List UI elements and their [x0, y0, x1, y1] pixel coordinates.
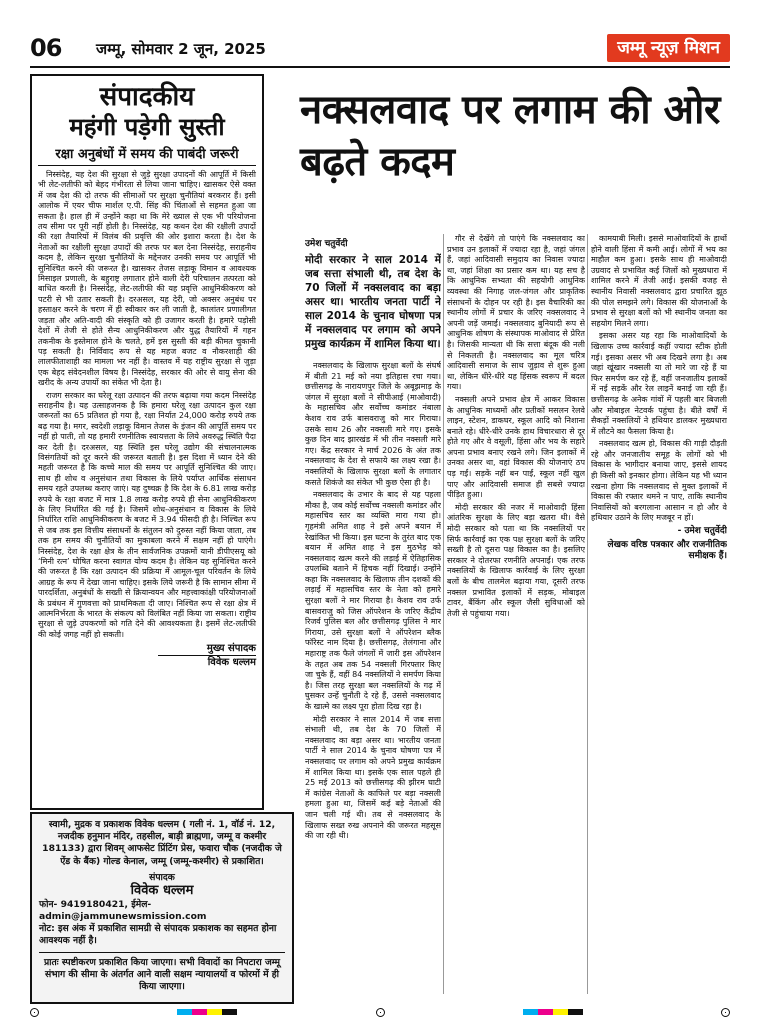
editorial-title: महंगी पड़ेगी सुस्ती	[69, 113, 225, 141]
imprint-divider	[39, 952, 285, 953]
article-column-3	[591, 234, 727, 998]
article-column-2	[447, 234, 585, 998]
article-paragraph: गौर से देखेंगे तो पाएंगे कि नक्सलवाद का प्रभाव उन इलाकों में ज्यादा रहा है, जहां जंगल हैं, जहां आदिवासी समुदाय का निवास ज्यादा था, जहां शिक्षा का प्रसार कम था। यह सच है कि आधुनिक सभ्यता की सहयोगी आधुनिक व्यवस्था की निगाह जल-जंगल और प्राकृतिक संसाधनों के दोहन पर रही है। इस वैचारिकी का स्थानीय लोगों में प्रचार के जरिए नक्सलवाद ने अपनी जड़ें जमाईं। नक्सलवाद बुनियादी रूप से आधुनिक शोषण के संस्थापक माओवाद से प्रेरित है। जिसकी मान्यता थी कि सत्ता बंदूक की नली से निकलती है। नक्सलवाद का मूल चरित्र आदिवासी समाज के साथ जुड़ाव से शुरू हुआ था, लेकिन धीरे-धीरे यह हिंसक स्वरूप में बदल गया।	[447, 234, 585, 392]
date-line: जम्मू, सोमवार 2 जून, 2025	[96, 40, 266, 58]
header-rule	[30, 66, 730, 68]
column-divider	[443, 234, 444, 994]
article-lead: मोदी सरकार ने साल 2014 में जब सत्ता संभाली थी, तब देश के 70 जिलों में नक्सलवाद का बड़ा असर था। भारतीय जनता पार्टी ने साल 2014 के चुनाव घोषणा पत्र में नक्सलवाद पर लगाम को अपने प्रमुख कार्यक्रम में शामिल किया था।	[305, 254, 441, 350]
article-paragraph: मोदी सरकार ने साल 2014 में जब सत्ता संभाली थी, तब देश के 70 जिलों में नक्सलवाद का बड़ा असर था। भारतीय जनता पार्टी ने साल 2014 के चुनाव घोषणा पत्र में नक्सलवाद पर लगाम को अपने प्रमुख कार्यक्रम में शामिल किया था। इसके एक साल पहले ही 25 मई 2013 को छत्तीसगढ़ की झीरम घाटी में कांग्रेस नेताओं के काफिले पर बड़ा नक्सली हमला हुआ था, जिसमें कई बड़े नेताओं की जान चली गई थी। तब से नक्सलवाद के खिलाफ सख्त रुख अपनाने की जरूरत महसूस की जा रही थी।	[305, 714, 441, 841]
article-paragraph: मोदी सरकार की नजर में माओवादी हिंसा आंतरिक सुरक्षा के लिए बड़ा खतरा थी। वैसे मोदी सरकार को पता था कि नक्सलियों पर सिर्फ कार्रवाई का एक पक्ष सुरक्षा बलों के जरिए सख्ती है तो दूसरा पक्ष विकास का है। इसलिए सरकार ने दोतरफा रणनीति अपनाई। एक तरफ नक्सलियों के खिलाफ कार्रवाई के लिए सुरक्षा बलों के बीच तालमेल बढ़ाया गया, दूसरी तरफ नक्सल प्रभावित इलाकों में सड़क, मोबाइल टावर, बैंकिंग और स्कूल जैसी सुविधाओं को तेजी से पहुंचाया गया।	[447, 502, 585, 618]
editorial-paragraph: निस्संदेह, यह देश की सुरक्षा से जुड़े सुरक्षा उपादनों की आपूर्ति में किसी भी लेट-लतीफी को बेहद गंभीरता से लिया जाना चाहिए। खासकर ऐसे वक्त में जब देश की दो तरफ की सीमाओं पर सुरक्षा चुनौतियां बरकरार हैं। इसी आलोक में एयर चीफ मार्शल ए.पी. सिंह की चिंताओं से सहमत हुआ जा सकता है। हाल ही में उन्होंने कहा था कि मेरे ख्याल से एक भी परियोजना तय सीमा पर पूरी नहीं होती है। निस्संदेह, यह कथन देश की रक्षीली उपादों की रक्षा तैयारियों में विलंब की प्रवृत्ति की ओर इशारा करता है। देश के नेताओं का रक्षीली सुरक्षा उपादों की तरफ पर बल देना निस्संदेह, सराहनीय कदम है, लेकिन सुरक्षा चुनौतियों के मद्देनजर उनकी समय पर आपूर्ति भी सुनिश्चित करने की जरूरत है। खासकर तेजस लड़ाकू विमान व आवश्यक मिसाइल प्रणाली, के बहुराष्ट्र लगातार होने वाली देरी परिचालन तत्परता को बाधित करती है। निस्संदेह, लेट-लतीफी की यह प्रवृत्ति आधुनिकीकरण को पटरी से भी उतार सकती है। दरअसल, यह देरी, जो अक्सर अनुबंध पर हस्ताक्षर करने के चरण में ही स्वीकार कर ली जाती है, कालांतर प्रणालीगत जड़ता और अति-वादी की संस्कृति को ही उजागर करती है। हमारे पड़ोसी देशों में तेजी से होते सैन्य आधुनिकीकरण और युद्ध तैयारियों में गहन तकनीक के इस्तेमाल होने के चलते, हमें इस सुस्ती की बड़ी कीमत चुकानी पड़ सकती है। निर्विवाद रूप से यह महज बजट व नौकरशाही की लालफीताशाही का मामला भर नहीं है। वास्तव में यह राष्ट्रीय सुरक्षा से जुड़ा एक बेहद संवेदनशील विषय है। निस्संदेह, सरकार की ओर से वायु सेना की खरीद के अन्य उपायों का संकेत भी देता है।	[38, 170, 256, 388]
editorial-box	[30, 74, 264, 810]
color-swatch	[523, 1009, 583, 1015]
registration-mark-icon	[721, 1008, 730, 1017]
column-divider	[587, 234, 588, 994]
editorial-paragraph: राजग सरकार का घरेलू रक्षा उत्पादन की तरफ बढ़ाया गया कदम निस्संदेह सराहनीय है। यह उत्साहजनक है कि हमारा घरेलू रक्षा उत्पादन कुल रक्षा जरूरतों का 65 प्रतिशत हो गया है, रक्षा निर्यात 24,000 करोड़ रुपये तक बढ़ गया है। मगर, स्वदेशी लड़ाकू विमान तेजस के इंजन की आपूर्ति समय पर नहीं हो पाती, तो यह हमारी रणनीतिक स्वायत्तता के लिये अवरुद्ध स्थिति पैदा कर देती है। दरअसल, यह स्थिति इस घरेलू उद्योग की संचालनात्मक विसंगतियों को दूर करने की जरूरत बताती है। इस दिशा में ध्यान देने की महती जरूरत है कि कच्चे माल की समय पर आपूर्ति सुनिश्चित की जाए। साथ ही शोध व अनुसंधान तथा विकास के लिये पर्याप्त आर्थिक संसाधन समय रहते उपलब्ध कराए जाएं। यह दुष्चक्र है कि देश के 6.81 लाख करोड़ रुपये के रक्षा बजट में मात्र 1.8 लाख करोड़ रुपये ही सेना आधुनिकीकरण के लिए निर्धारित की गई है। जिसमें शोध-अनुसंधान व विकास के लिये निर्धारित राशि आधुनिकीकरण के बजट में 3.94 फीसदी ही है। निश्चित रूप से जब तक इस वित्तीय संसाधनों के संतुलन को दुरुस्त नहीं किया जाता, तब तक हम समय की चुनौतियों का मुकाबला करने में सक्षम नहीं हो पाएंगे। निस्संदेह, देश के रक्षा क्षेत्र के तीन सार्वजनिक उपक्रमों यानी डीपीएसयू को ‘मिनी रत्न’ घोषित करना स्वागत योग्य कदम है। लेकिन यह सुनिश्चित करने की जरूरत है कि रक्षा उत्पादन की प्रक्रिया में आमूल-चूल परिवर्तन के लिये आग्रह के रूप में देखा जाना चाहिए। इसके लिये जरूरी है कि सामान सीमा में पारदर्शिता, अनुबंधों के सख्ती से क्रियान्वयन और महत्त्वाकांक्षी परियोजनाओं के प्रबंधन में गुणवत्ता को प्राथमिकता दी जाए। निश्चित रूप से रक्षा क्षेत्र में आत्मनिर्भरता के भारत के संकल्प को विलंबित नहीं किया जा सकता। राष्ट्रीय सुरक्षा से जुड़े उपकरणों को गति देने की आवश्यकता है। इसमें लेट-लतीफी की कोई जगह नहीं हो सकती।	[38, 390, 257, 639]
page-number: 06	[30, 34, 62, 62]
registration-mark-icon	[376, 1008, 385, 1017]
editorial-body	[38, 170, 256, 640]
editorial-sign-role: मुख्य संपादक	[206, 643, 256, 655]
article-headline: नक्सलवाद पर लगाम की ओर बढ़ते कदम	[300, 87, 720, 185]
imprint-editor-name: विवेक धल्लम	[130, 882, 194, 898]
editorial-kicker: संपादकीय	[99, 82, 195, 112]
page-header	[30, 34, 730, 64]
article-paragraph: नक्सलवाद के खिलाफ सुरक्षा बलों के संघर्ष में बीती 21 मई को नया इतिहास रचा गया। छत्तीसगढ़ के नारायणपुर जिले के अबूझमाड़ के जंगल में सुरक्षा बलों ने सीपीआई (माओवादी) के महासचिव और सर्वोच्च कमांडर नंबाला केशव राव उर्फ बासवराजु को मार गिराया। उसके साथ 26 और नक्सली मारे गए। इसके कुछ दिन बाद झारखंड में भी तीन नक्सली मारे गए। केंद्र सरकार ने मार्च 2026 के अंत तक नक्सलवाद के देश से सफाये का लक्ष्य रखा है। नक्सलियों के खिलाफ सुरक्षा बलों के लगातार कसते शिकंजे का संकेत भी कुछ ऐसा ही है।	[305, 361, 441, 487]
editorial-sign-name: विवेक धल्लम	[158, 655, 256, 669]
imprint-editor-label: संपादक	[149, 871, 175, 883]
imprint-jurisdiction: प्रातः स्पष्टीकरण प्रकाशित किया जाएगा। सभी विवादों का निपटारा जम्मू संभाग की सीमा के अंतर्गत आने वाली सक्षम न्यायालयों व फोरमों में ही किया जाएगा।	[43, 956, 281, 993]
paper-name: जम्मू न्यूज़ मिशन	[607, 34, 730, 62]
imprint-publisher: स्वामी, मुद्रक व प्रकाशक विवेक धल्लम ( गली नं. 1, वॉर्ड नं. 12, नजदीक हनुमान मंदिर, तहसील, बाड़ी ब्राह्मणा, जम्मू व कश्मीर 181133) द्वारा शिवम् आफसेट प्रिंटिंग प्रेस, फवारा चौक (नजदीक जे ऐंड के बैंक) गोल्ड केनाल, जम्मू (जम्मू-कश्मीर) से प्रकाशित।	[42, 819, 282, 867]
registration-mark-icon	[30, 1008, 39, 1017]
registration-bar	[30, 1008, 730, 1016]
color-swatch	[177, 1009, 237, 1015]
imprint-contact: फोन- 9419180421, ईमेल- admin@jammunewsmission.com	[39, 898, 207, 923]
imprint-box	[30, 812, 294, 1004]
imprint-note: नोट: इस अंक में प्रकाशित सामग्री से संपादक प्रकाशक का सहमत होना आवश्यक नहीं है।	[39, 923, 277, 947]
article-column-1	[305, 238, 441, 998]
article-byline: उमेश चतुर्वेदी	[305, 239, 348, 249]
article-signoff-name: - उमेश चतुर्वेदी	[677, 526, 727, 537]
article-paragraph: नक्सलवाद खत्म हो, विकास की गाड़ी दौड़ती रहे और जनजातीय समूह के लोगों को भी विकास के भागीदार बनाया जाए, इससे शायद ही किसी को इनकार होगा। लेकिन यह भी ध्यान रखना होगा कि नक्सलवाद से मुक्त इलाकों में विकास की रफ्तार थमने न पाए, ताकि स्थानीय निवासियों को बरगलाना आसान न हो और वे हथियार उठाने के लिए मजबूर न हों।	[591, 439, 727, 523]
editorial-subtitle: रक्षा अनुबंधों में समय की पाबंदी जरूरी	[38, 146, 256, 166]
article-paragraph: इसका असर यह रहा कि माओवादियों के खिलाफ उच्च कार्रवाई कहीं ज्यादा स्टीक होती गई। इसका असर भी अब दिखने लगा है। अब जहां खूंखार नक्सली या तो मारे जा रहे हैं या फिर समर्पण कर रहे हैं, वहीं जनजातीय इलाकों में नई सड़कें और रेल लाइनें बनाई जा रही हैं। छत्तीसगढ़ के अनेक गांवों में पहली बार बिजली और मोबाइल नेटवर्क पहुंचा है। बीते वर्षों में सैकड़ों नक्सलियों ने हथियार डालकर मुख्यधारा में लौटने का फैसला किया है।	[591, 331, 727, 436]
article-paragraph: कामयाबी मिली। इससे माओवादियों के हाथों होने वाली हिंसा में कमी आई। लोगों में भय का माहौल कम हुआ। इसके साथ ही माओवादी उग्रवाद से प्रभावित कई जिलों को मुख्यधारा में शामिल करने में तेजी आई। इसकी वजह से स्थानीय निवासी नक्सलवाद द्वारा प्रचारित झूठ की पोल समझने लगे। विकास की योजनाओं के प्रभाव से सुरक्षा बलों को भी स्थानीय जनता का सहयोग मिलने लगा।	[591, 234, 727, 328]
article-paragraph: नक्सलवाद के उभार के बाद से यह पहला मौका है, जब कोई सर्वोच्च नक्सली कमांडर और महासचिव स्तर का व्यक्ति मारा गया हो। गृहमंत्री अमित शाह ने इसे अपने बयान में रेखांकित भी किया। इस घटना के तुरंत बाद एक बयान में अमित शाह ने इस मुठभेड़ को नक्सलवाद खत्म करने की लड़ाई में ऐतिहासिक उपलब्धि बताने में हिचक नहीं दिखाई। उन्होंने कहा कि नक्सलवाद के खिलाफ तीन दशकों की लड़ाई में महासचिव स्तर के नेता को हमारे सुरक्षा बलों ने मार गिराया है। केशव राव उर्फ बासवराजु को जिस ऑपरेशन के जरिए केंद्रीय रिजर्व पुलिस बल और छत्तीसगढ़ पुलिस ने मार गिराया, उसे सुरक्षा बलों ने ऑपरेशन ब्लैक फॉरेस्ट नाम दिया है। छत्तीसगढ़, तेलंगाना और महाराष्ट्र तक फैले जंगलों में जारी इस ऑपरेशन के तहत अब तक 54 नक्सली गिरफ्तार किए जा चुके हैं, वहीं 84 नक्सलियों ने समर्पण किया है। जिस तरह सुरक्षा बल नक्सलियों के गढ़ में घुसकर उन्हें चुनौती दे रहे हैं, उससे नक्सलवाद के खात्मे का लक्ष्य पूरा होता दिख रहा है।	[305, 490, 441, 711]
article-signoff-role: लेखक वरिष्ठ पत्रकार और राजनीतिक समीक्षक हैं।	[607, 539, 727, 562]
article-paragraph: नक्सली अपने प्रभाव क्षेत्र में आकर विकास के आधुनिक माध्यमों और प्रतीकों मसलन रेलवे लाइन, स्टेशन, डाकघर, स्कूल आदि को निशाना बनाते रहे। धीरे-धीरे उनके हाथ विचारधारा से दूर होते गए और वे वसूली, हिंसा और भय के सहारे अपना प्रभाव बनाए रखने लगे। जिन इलाकों में उनका असर था, वहां विकास की योजनाएं ठप पड़ गईं। सड़कें नहीं बन पाईं, स्कूल नहीं खुल पाए और आदिवासी समाज ही सबसे ज्यादा पीड़ित हुआ।	[447, 394, 585, 500]
